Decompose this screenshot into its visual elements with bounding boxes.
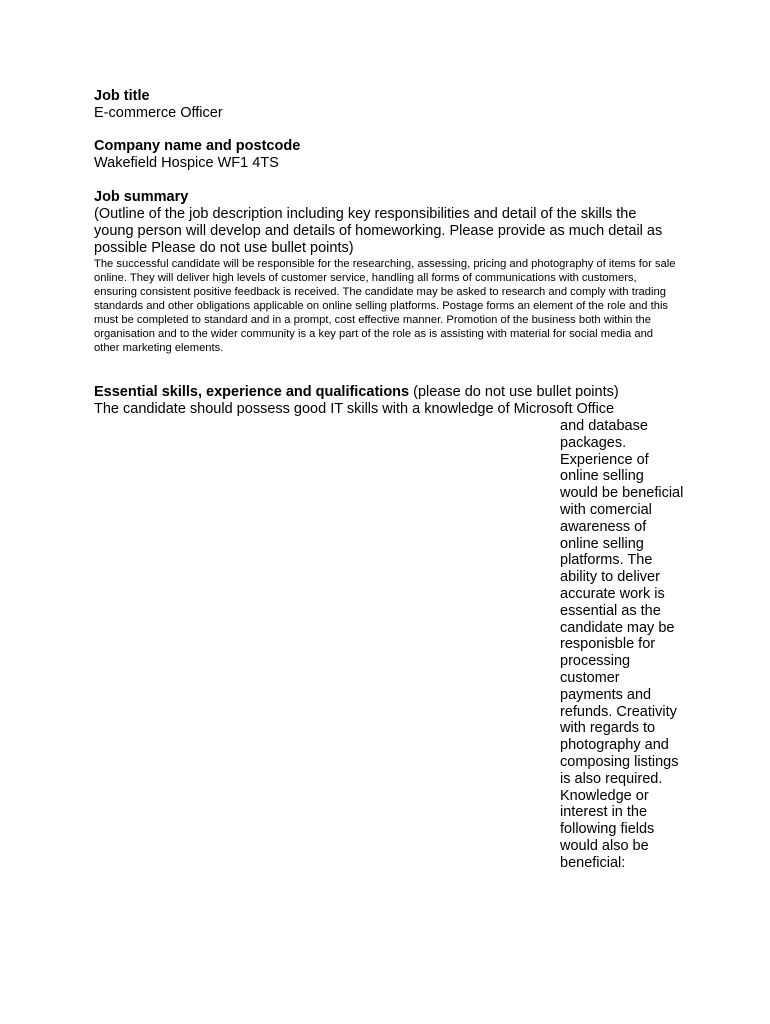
job-title-label: Job title	[94, 88, 150, 104]
essential-skills-heading	[94, 384, 684, 401]
job-summary-section	[94, 189, 684, 355]
company-value: Wakefield Hospice WF1 4TS	[94, 155, 279, 171]
essential-skills-label: Essential skills, experience and qualifications	[94, 384, 410, 400]
job-summary-instructions: (Outline of the job description including key responsibilities and detail of the skills the young person will develop and details of homeworking. Please provide as much detail as possible Please do not use bullet points)	[94, 206, 663, 256]
job-summary-text: The successful candidate will be responsible for the researching, assessing, pricing and photography of items for sale online. They will deliver high levels of customer service, handling all forms of communications with customers, ensuring consistent positive feedback is received. The candidate may be asked to research and comply with trading standards and other obligations applicable on online selling platforms. Postage forms an element of the role and this must be completed to standard and in a prompt, cost effective manner. Promotion of the business both within the organisation and to the wider community is a key part of the role as is assisting with material for social media and other marketing elements.	[94, 258, 676, 354]
essential-skills-first-line: The candidate should possess good IT skills with a knowledge of Microsoft Office	[94, 401, 615, 417]
essential-skills-instructions: (please do not use bullet points)	[413, 384, 619, 400]
job-title-value: E-commerce Officer	[94, 105, 223, 121]
essential-skills-continuation: and database packages. Experience of online selling would be beneficial with comercial awareness of online selling platforms. The ability to deliver accurate work is essential as the candidate may be responisble for processing customer payments and refunds. Creativity with regards to photography and composing listings is also required. Knowledge or interest in the following fields would also be beneficial:	[560, 418, 684, 871]
company-label: Company name and postcode	[94, 138, 301, 154]
job-summary-label: Job summary	[94, 189, 189, 205]
job-title-section	[94, 88, 684, 122]
company-section	[94, 138, 684, 172]
essential-skills-section	[94, 384, 684, 418]
